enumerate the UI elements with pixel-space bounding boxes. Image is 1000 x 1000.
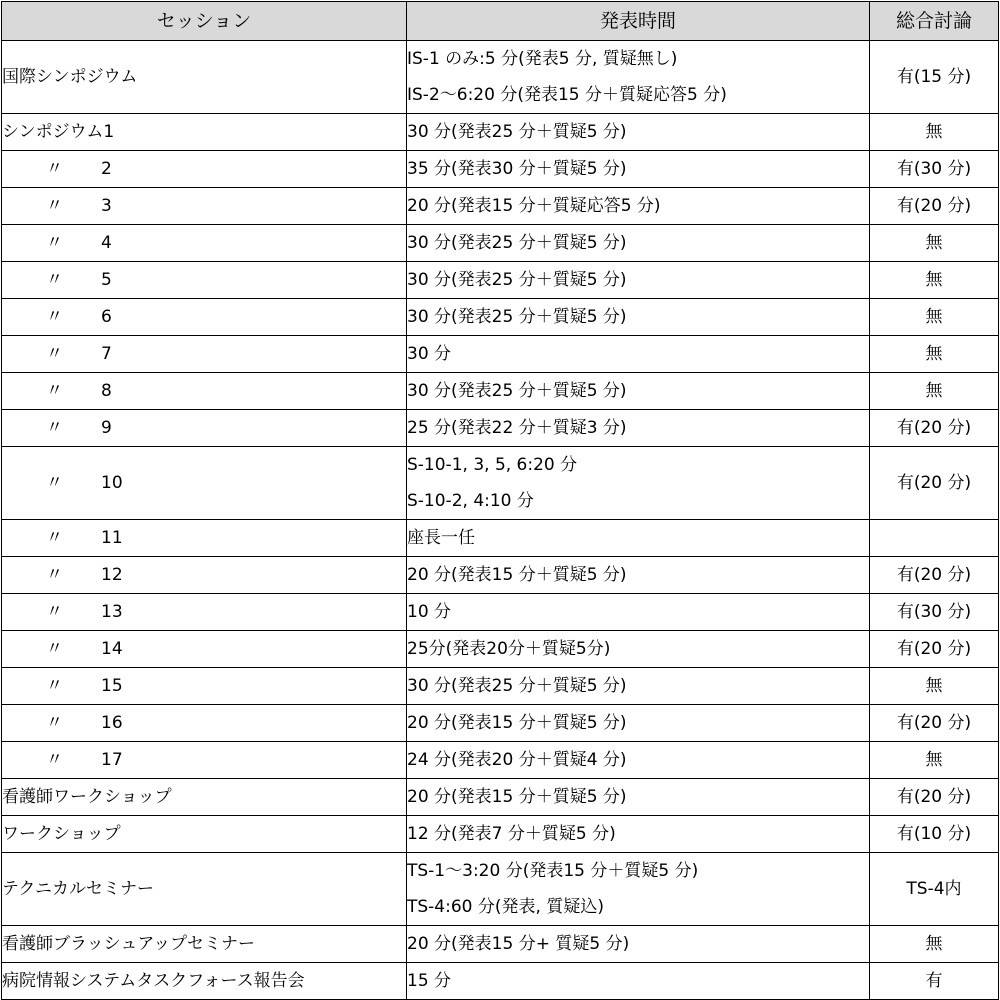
- presentation-time-cell: [407, 779, 870, 816]
- ditto-mark: 〃: [46, 676, 63, 696]
- table-row: [2, 816, 999, 853]
- ditto-mark: 〃: [46, 159, 63, 179]
- symposium-number: 13: [101, 602, 123, 622]
- presentation-time-line: 20 分(発表15 分＋質疑5 分): [407, 713, 627, 733]
- session-cell: 看護師ワークショップ: [2, 779, 407, 816]
- presentation-time-cell: [407, 594, 870, 631]
- table-row: [2, 631, 999, 668]
- symposium-number: 5: [101, 270, 112, 290]
- table-row: [2, 373, 999, 410]
- presentation-time-cell: [407, 926, 870, 963]
- discussion-cell: 有(20 分): [870, 779, 999, 816]
- presentation-time-line: 24 分(発表20 分＋質疑4 分): [407, 750, 627, 770]
- discussion-cell: [870, 520, 999, 557]
- presentation-time-line: S-10-2, 4:10 分: [407, 491, 534, 511]
- table-row: [2, 447, 999, 520]
- session-cell: [2, 299, 407, 336]
- table-row: [2, 779, 999, 816]
- header-presentation-time: 発表時間: [407, 2, 870, 41]
- discussion-cell: 有(20 分): [870, 410, 999, 447]
- session-cell: [2, 151, 407, 188]
- presentation-time-cell: [407, 225, 870, 262]
- session-cell: 国際シンポジウム: [2, 41, 407, 114]
- table-row: [2, 114, 999, 151]
- presentation-time-cell: [407, 188, 870, 225]
- table-row: [2, 926, 999, 963]
- discussion-cell: 無: [870, 668, 999, 705]
- session-cell: [2, 742, 407, 779]
- presentation-time-line: 15 分: [407, 971, 452, 991]
- presentation-time-cell: [407, 631, 870, 668]
- discussion-cell: 無: [870, 225, 999, 262]
- presentation-time-cell: [407, 410, 870, 447]
- table-row: [2, 853, 999, 926]
- session-cell: [2, 594, 407, 631]
- ditto-mark: 〃: [46, 196, 63, 216]
- session-cell: [2, 705, 407, 742]
- ditto-mark: 〃: [46, 565, 63, 585]
- presentation-time-line: S-10-1, 3, 5, 6:20 分: [407, 455, 578, 475]
- discussion-cell: 有(20 分): [870, 631, 999, 668]
- ditto-mark: 〃: [46, 750, 63, 770]
- presentation-time-cell: [407, 41, 870, 114]
- discussion-cell: 有(20 分): [870, 447, 999, 520]
- discussion-cell: 有(20 分): [870, 557, 999, 594]
- session-cell: [2, 557, 407, 594]
- discussion-cell: 有(15 分): [870, 41, 999, 114]
- presentation-time-line: 30 分: [407, 344, 452, 364]
- symposium-number: 16: [101, 713, 123, 733]
- discussion-cell: 無: [870, 114, 999, 151]
- ditto-mark: 〃: [46, 639, 63, 659]
- presentation-time-line: 25 分(発表22 分＋質疑3 分): [407, 418, 627, 438]
- presentation-time-line: IS-2～6:20 分(発表15 分＋質疑応答5 分): [407, 85, 727, 105]
- presentation-time-cell: [407, 742, 870, 779]
- presentation-time-line: 30 分(発表25 分＋質疑5 分): [407, 233, 627, 253]
- presentation-time-cell: [407, 299, 870, 336]
- presentation-time-cell: [407, 447, 870, 520]
- session-cell: シンポジウム1: [2, 114, 407, 151]
- discussion-cell: 無: [870, 336, 999, 373]
- session-cell: [2, 520, 407, 557]
- table-row: [2, 705, 999, 742]
- symposium-number: 6: [101, 307, 112, 327]
- presentation-time-line: TS-4:60 分(発表, 質疑込): [407, 897, 604, 917]
- symposium-number: 3: [101, 196, 112, 216]
- table-row: [2, 299, 999, 336]
- symposium-number: 10: [101, 473, 123, 493]
- session-cell: [2, 225, 407, 262]
- table-row: [2, 225, 999, 262]
- discussion-cell: 有(20 分): [870, 188, 999, 225]
- ditto-mark: 〃: [46, 344, 63, 364]
- session-cell: [2, 631, 407, 668]
- session-cell: [2, 188, 407, 225]
- session-cell: 病院情報システムタスクフォース報告会: [2, 963, 407, 1000]
- session-cell: テクニカルセミナー: [2, 853, 407, 926]
- presentation-time-line: 20 分(発表15 分＋質疑応答5 分): [407, 196, 661, 216]
- ditto-mark: 〃: [46, 418, 63, 438]
- presentation-time-line: 20 分(発表15 分＋質疑5 分): [407, 565, 627, 585]
- table-row: [2, 41, 999, 114]
- presentation-time-cell: [407, 373, 870, 410]
- symposium-number: 15: [101, 676, 123, 696]
- table-row: [2, 520, 999, 557]
- presentation-time-cell: [407, 151, 870, 188]
- presentation-time-cell: [407, 853, 870, 926]
- discussion-cell: TS-4内: [870, 853, 999, 926]
- presentation-time-cell: [407, 557, 870, 594]
- presentation-time-line: 12 分(発表7 分＋質疑5 分): [407, 824, 616, 844]
- table-row: [2, 151, 999, 188]
- symposium-number: 2: [101, 159, 112, 179]
- presentation-time-line: 30 分(発表25 分＋質疑5 分): [407, 676, 627, 696]
- header-row: [2, 2, 999, 41]
- session-cell: [2, 668, 407, 705]
- presentation-time-line: 35 分(発表30 分＋質疑5 分): [407, 159, 627, 179]
- presentation-time-line: IS-1 のみ:5 分(発表5 分, 質疑無し): [407, 49, 678, 69]
- discussion-cell: 有(30 分): [870, 151, 999, 188]
- presentation-time-cell: [407, 816, 870, 853]
- table-row: [2, 742, 999, 779]
- symposium-number: 12: [101, 565, 123, 585]
- discussion-cell: 無: [870, 299, 999, 336]
- symposium-number: 14: [101, 639, 123, 659]
- presentation-time-line: 30 分(発表25 分＋質疑5 分): [407, 307, 627, 327]
- presentation-time-line: 10 分: [407, 602, 452, 622]
- discussion-cell: 有: [870, 963, 999, 1000]
- discussion-cell: 無: [870, 262, 999, 299]
- presentation-time-cell: [407, 963, 870, 1000]
- ditto-mark: 〃: [46, 528, 63, 548]
- presentation-time-line: 25分(発表20分＋質疑5分): [407, 639, 611, 659]
- symposium-number: 8: [101, 381, 112, 401]
- discussion-cell: 有(10 分): [870, 816, 999, 853]
- session-cell: [2, 447, 407, 520]
- table-row: [2, 557, 999, 594]
- presentation-time-cell: [407, 336, 870, 373]
- ditto-mark: 〃: [46, 381, 63, 401]
- header-general-discussion: 総合討論: [870, 2, 999, 41]
- presentation-time-line: 20 分(発表15 分＋質疑5 分): [407, 787, 627, 807]
- ditto-mark: 〃: [46, 233, 63, 253]
- table-row: [2, 668, 999, 705]
- table-row: [2, 963, 999, 1000]
- header-session: セッション: [2, 2, 407, 41]
- session-schedule-table: [1, 1, 999, 1000]
- table-row: [2, 188, 999, 225]
- symposium-number: 4: [101, 233, 112, 253]
- table-row: [2, 336, 999, 373]
- session-cell: [2, 262, 407, 299]
- table-row: [2, 410, 999, 447]
- presentation-time-cell: [407, 114, 870, 151]
- presentation-time-cell: [407, 520, 870, 557]
- presentation-time-cell: [407, 262, 870, 299]
- ditto-mark: 〃: [46, 270, 63, 290]
- presentation-time-cell: [407, 705, 870, 742]
- session-cell: ワークショップ: [2, 816, 407, 853]
- presentation-time-line: 座長一任: [407, 528, 475, 548]
- discussion-cell: 無: [870, 373, 999, 410]
- discussion-cell: 有(30 分): [870, 594, 999, 631]
- table-row: [2, 594, 999, 631]
- symposium-number: 9: [101, 418, 112, 438]
- session-cell: [2, 336, 407, 373]
- presentation-time-line: 20 分(発表15 分+ 質疑5 分): [407, 934, 630, 954]
- session-cell: [2, 410, 407, 447]
- symposium-number: 7: [101, 344, 112, 364]
- presentation-time-cell: [407, 668, 870, 705]
- table-row: [2, 262, 999, 299]
- presentation-time-line: TS-1～3:20 分(発表15 分＋質疑5 分): [407, 861, 699, 881]
- presentation-time-line: 30 分(発表25 分＋質疑5 分): [407, 381, 627, 401]
- discussion-cell: 無: [870, 926, 999, 963]
- ditto-mark: 〃: [46, 307, 63, 327]
- ditto-mark: 〃: [46, 713, 63, 733]
- session-cell: [2, 373, 407, 410]
- discussion-cell: 無: [870, 742, 999, 779]
- discussion-cell: 有(20 分): [870, 705, 999, 742]
- presentation-time-line: 30 分(発表25 分＋質疑5 分): [407, 122, 627, 142]
- presentation-time-line: 30 分(発表25 分＋質疑5 分): [407, 270, 627, 290]
- symposium-number: 11: [101, 528, 123, 548]
- ditto-mark: 〃: [46, 473, 63, 493]
- ditto-mark: 〃: [46, 602, 63, 622]
- session-cell: 看護師ブラッシュアップセミナー: [2, 926, 407, 963]
- table-body: [2, 41, 999, 1000]
- symposium-number: 17: [101, 750, 123, 770]
